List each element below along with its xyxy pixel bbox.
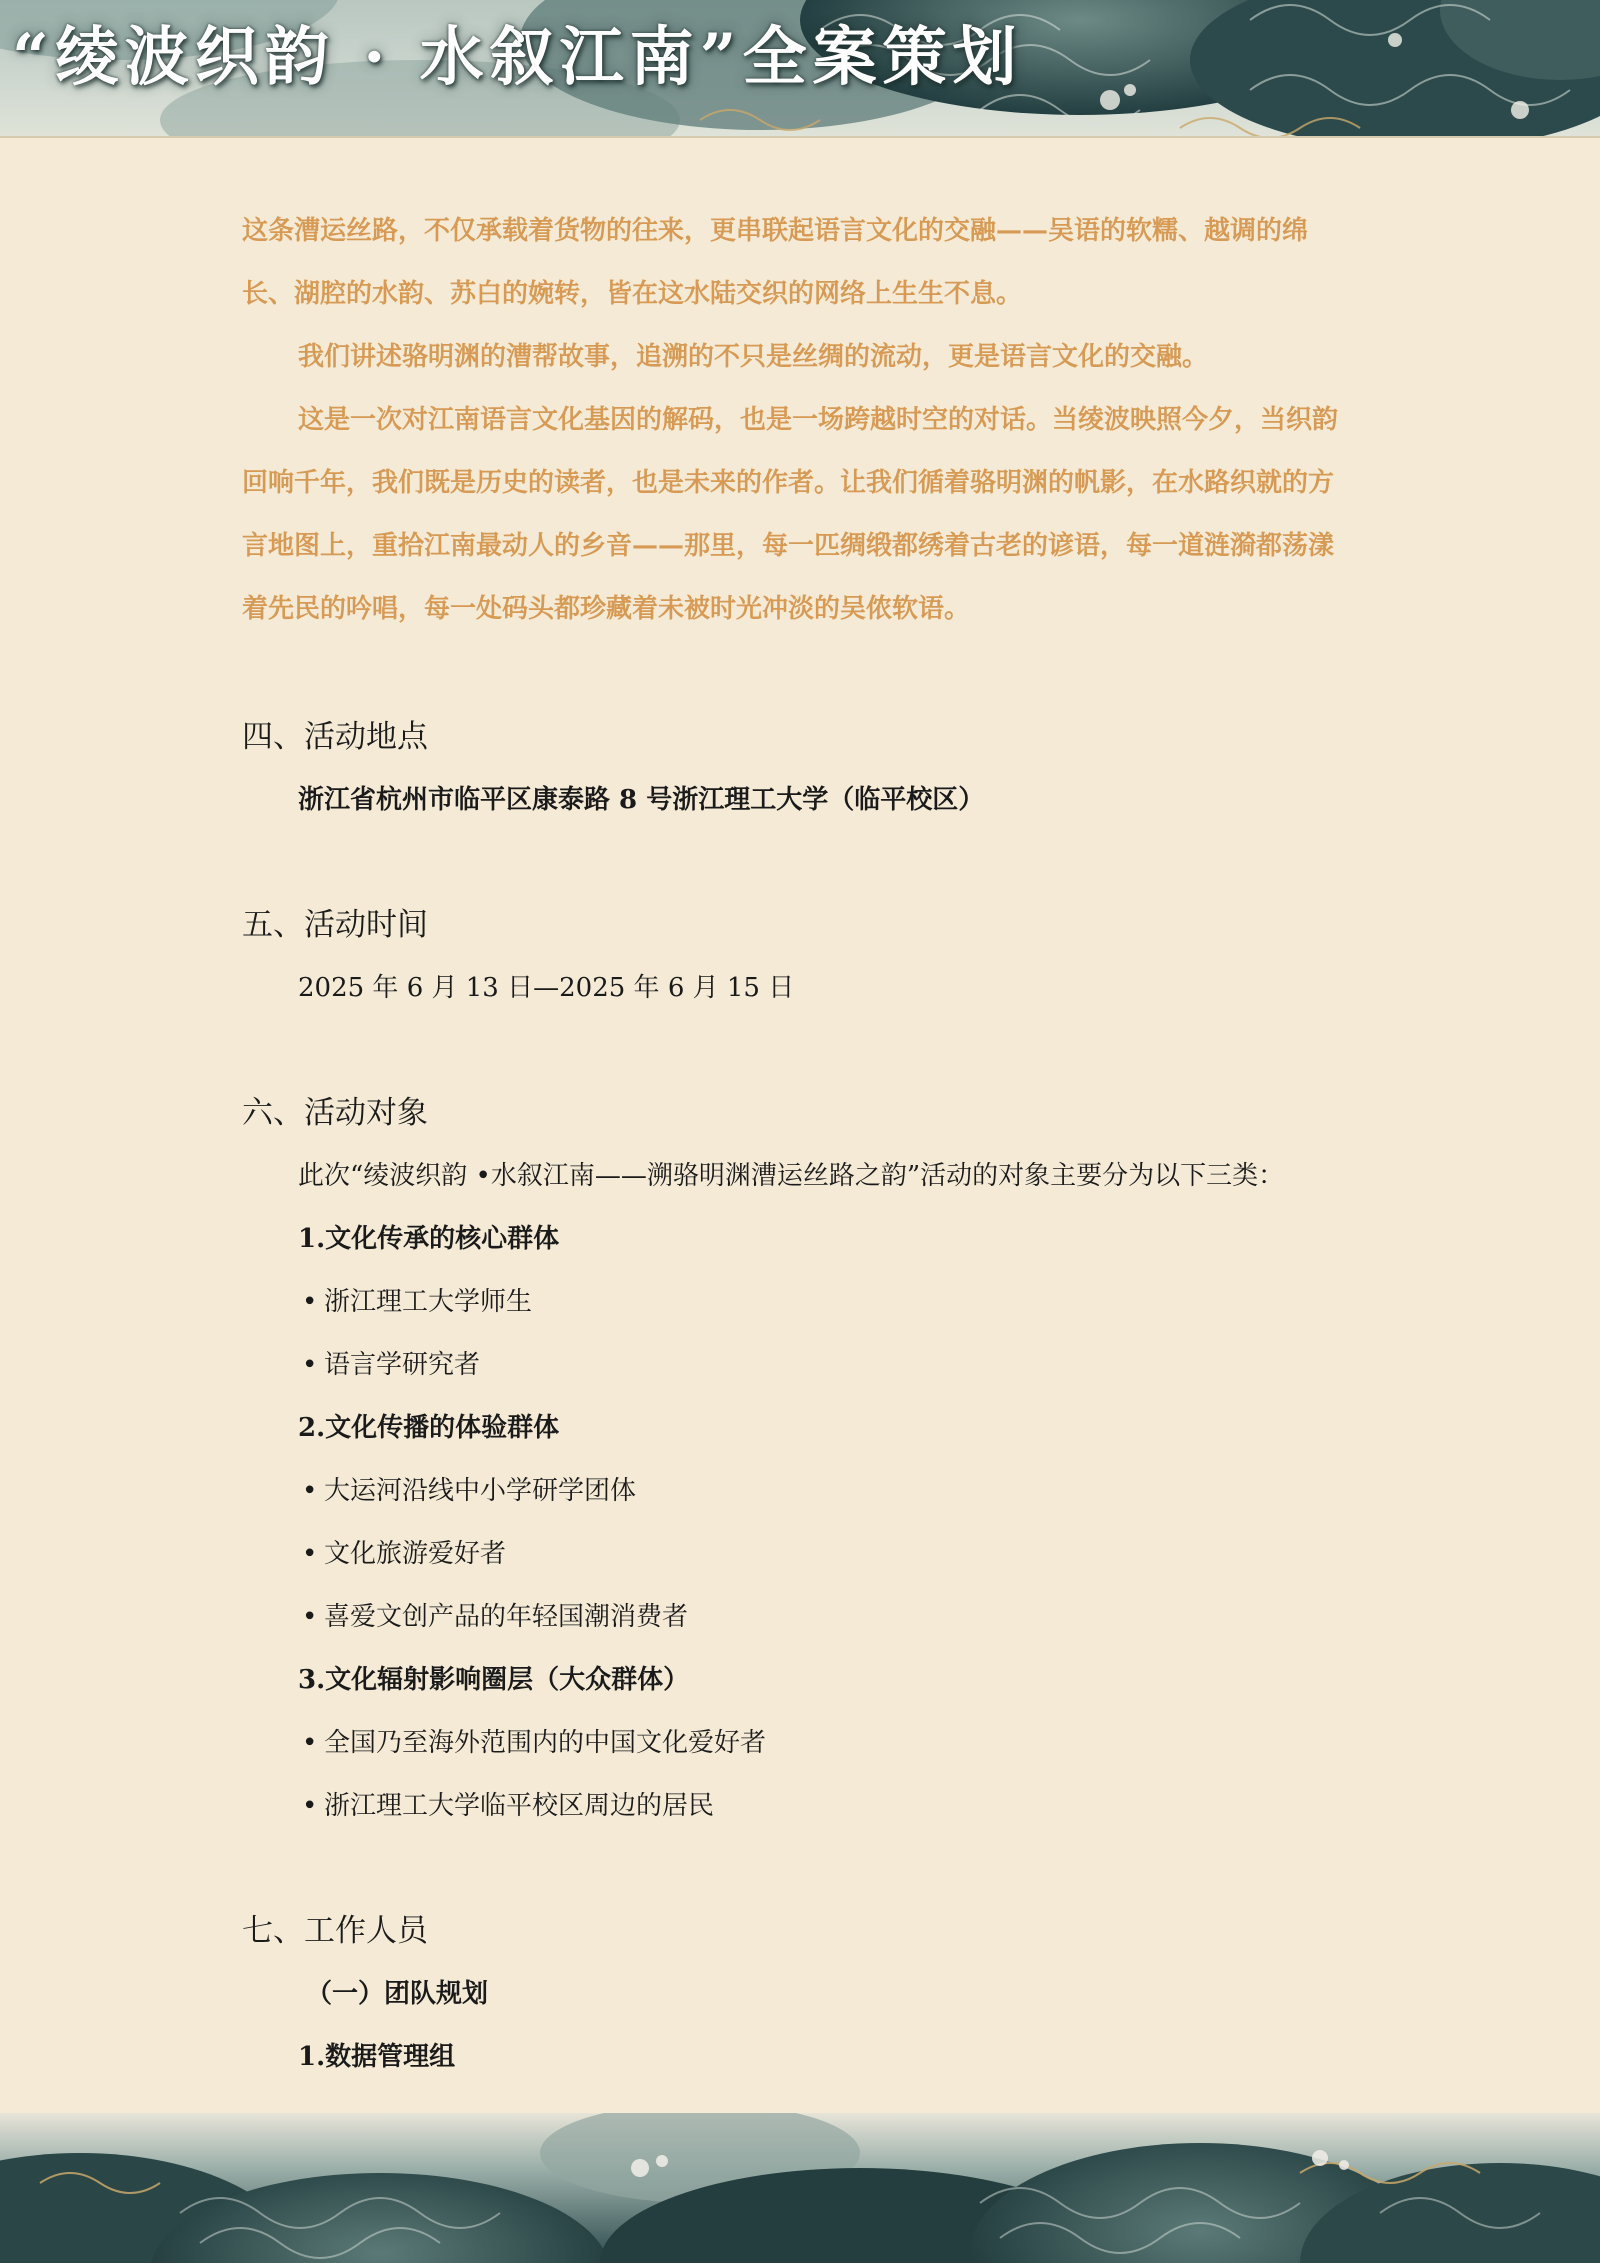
bullet-icon: • [302, 1602, 318, 1632]
bullet-icon: • [302, 1350, 318, 1380]
section-heading-audience: 六、活动对象 [242, 1095, 428, 1131]
document-title: “绫波织韵 · 水叙江南”全案策划 [12, 20, 1023, 95]
staff-subheading: （一）团队规划 [306, 1979, 489, 2009]
header-divider [0, 136, 1600, 138]
audience-group-title: 2.文化传播的体验群体 [298, 1413, 560, 1443]
bullet-icon: • [302, 1539, 318, 1569]
audience-group-title: 1.文化传承的核心群体 [298, 1224, 560, 1254]
intro-paragraph-2: 我们讲述骆明渊的漕帮故事，追溯的不只是丝绸的流动，更是语言文化的交融。 [298, 342, 1209, 372]
footer-wave-decoration [0, 2113, 1600, 2263]
audience-group-title: 3.文化辐射影响圈层（大众群体） [298, 1665, 690, 1695]
document-body [242, 200, 1358, 2089]
audience-intro: 此次“绫波织韵 •水叙江南——溯骆明渊漕运丝路之韵”活动的对象主要分为以下三类： [298, 1161, 1285, 1191]
staff-item: 1.数据管理组 [298, 2042, 456, 2072]
bullet-icon: • [302, 1476, 318, 1506]
list-item [242, 1586, 1358, 1649]
list-item-text: 浙江理工大学师生 [324, 1287, 533, 1317]
section-heading-location: 四、活动地点 [242, 719, 428, 755]
intro-paragraph-1: 这条漕运丝路，不仅承载着货物的往来，更串联起语言文化的交融——吴语的软糯、越调的绵长、湖腔的水韵、苏白的婉转，皆在这水陆交织的网络上生生不息。 [242, 216, 1309, 309]
list-item [242, 1523, 1358, 1586]
header-banner [0, 0, 1600, 136]
list-item-text: 语言学研究者 [324, 1350, 481, 1380]
location-text: 浙江省杭州市临平区康泰路 8 号浙江理工大学（临平校区） [298, 785, 985, 815]
list-item-text: 文化旅游爱好者 [324, 1539, 507, 1569]
bullet-icon: • [302, 1791, 318, 1821]
list-item [242, 1334, 1358, 1397]
footer-banner [0, 2113, 1600, 2263]
section-heading-time: 五、活动时间 [242, 907, 428, 943]
list-item [242, 1271, 1358, 1334]
list-item-text: 喜爱文创产品的年轻国潮消费者 [324, 1602, 689, 1632]
list-item-text: 全国乃至海外范围内的中国文化爱好者 [324, 1728, 767, 1758]
intro-paragraph-3: 这是一次对江南语言文化基因的解码，也是一场跨越时空的对话。当绫波映照今夕，当织韵回响千年，我们既是历史的读者，也是未来的作者。让我们循着骆明渊的帆影，在水路织就的方言地图上，重拾江南最动人的乡音——那里，每一匹绸缎都绣着古老的谚语，每一道涟漪都荡漾着先民的吟唱，每一处码头都珍藏着未被时光冲淡的吴侬软语。 [242, 405, 1339, 624]
section-heading-staff: 七、工作人员 [242, 1913, 428, 1949]
bullet-icon: • [302, 1287, 318, 1317]
list-item [242, 1712, 1358, 1775]
list-item-text: 浙江理工大学临平校区周边的居民 [324, 1791, 715, 1821]
bullet-icon: • [302, 1728, 318, 1758]
list-item [242, 1460, 1358, 1523]
list-item-text: 大运河沿线中小学研学团体 [324, 1476, 637, 1506]
list-item [242, 1775, 1358, 1838]
time-text: 2025 年 6 月 13 日—2025 年 6 月 15 日 [298, 973, 795, 1003]
